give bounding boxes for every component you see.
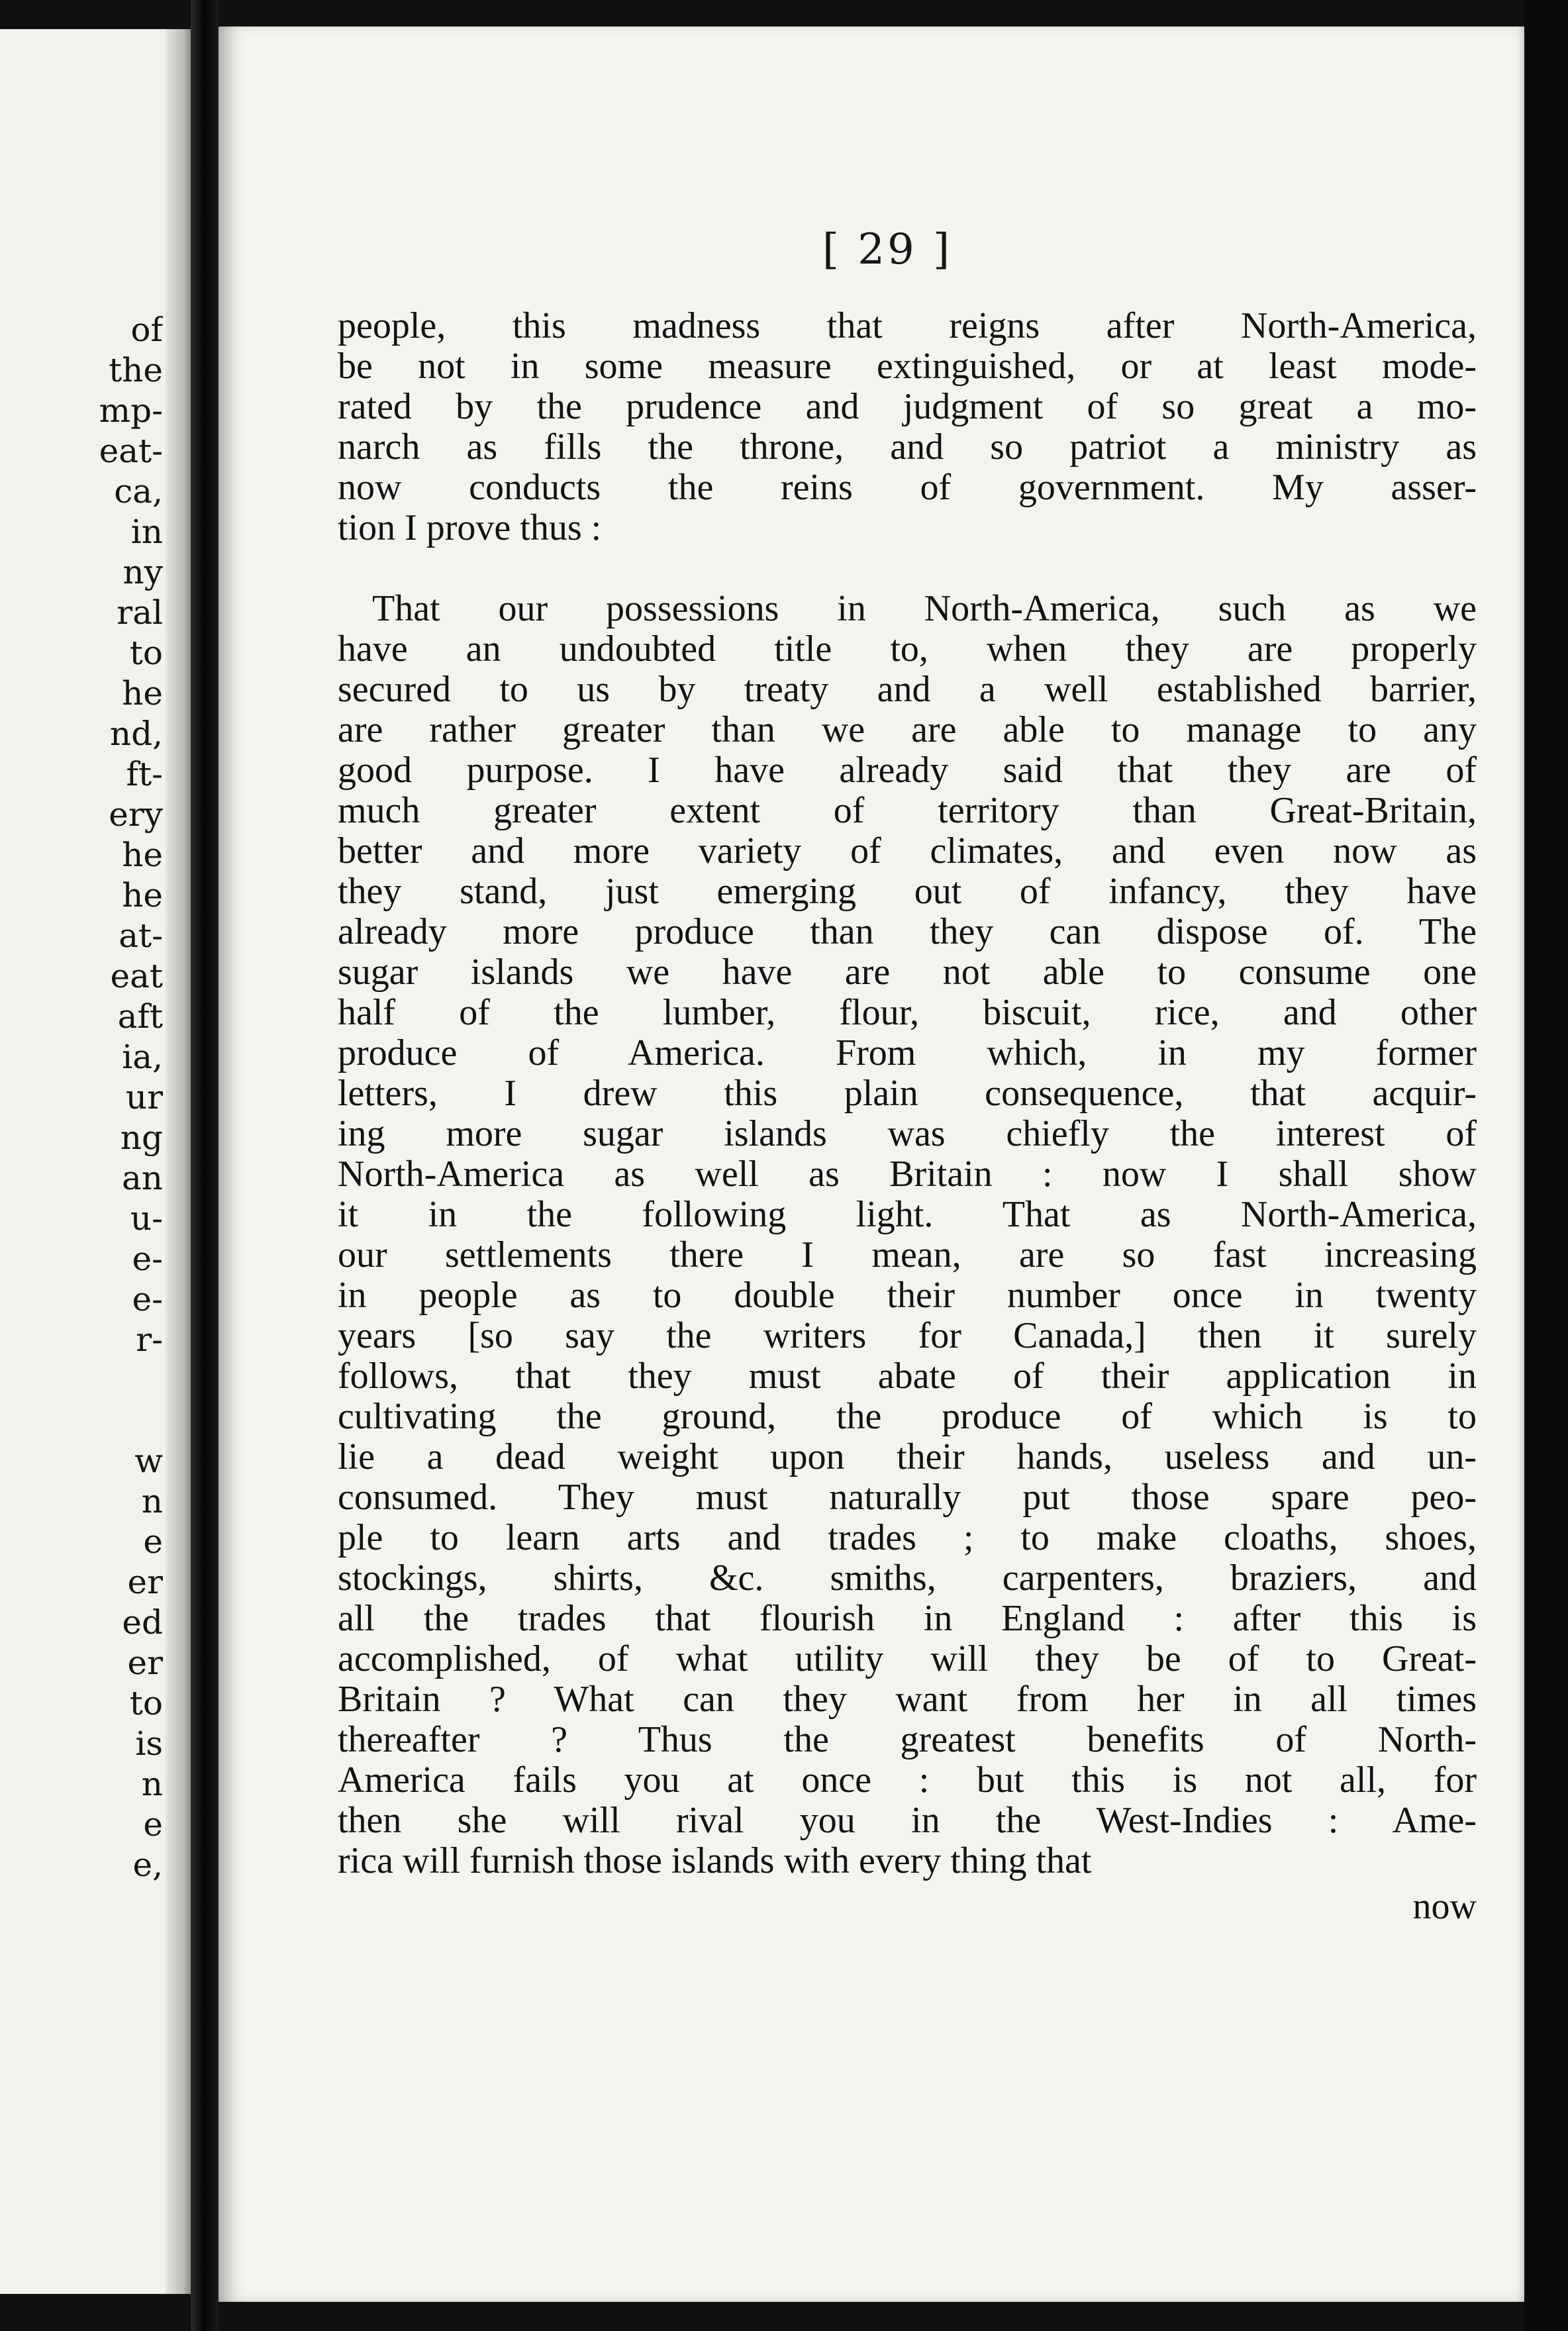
text-line: much greater extent of territory than Great-Britain, bbox=[338, 790, 1477, 831]
text-line: rica will furnish those islands with every thing that bbox=[338, 1840, 1092, 1881]
left-fragment-line: e- bbox=[132, 1240, 163, 1278]
left-fragment-line: nd, bbox=[109, 715, 163, 753]
right-page bbox=[219, 26, 1524, 2302]
left-fragment-line: he bbox=[122, 674, 163, 713]
right-page-edge bbox=[1524, 0, 1568, 2331]
text-line: be not in some measure extinguished, or at least mode- bbox=[338, 346, 1477, 387]
left-fragment-line: to bbox=[129, 634, 163, 672]
text-line: North-America as well as Britain : now I shall show bbox=[338, 1154, 1477, 1195]
left-fragment-line: eat bbox=[110, 957, 163, 995]
text-line: ing more sugar islands was chiefly the interest of bbox=[338, 1113, 1477, 1154]
left-fragment-line: ur bbox=[125, 1078, 163, 1116]
text-line: ple to learn arts and trades ; to make cloaths, shoes, bbox=[338, 1517, 1477, 1558]
left-fragment-line: in bbox=[130, 513, 163, 551]
left-fragment-line: ed bbox=[122, 1603, 163, 1642]
left-page-gutter-shadow bbox=[166, 29, 191, 2294]
left-fragment-line: at- bbox=[119, 917, 163, 955]
left-fragment-line: aft bbox=[117, 997, 163, 1036]
body-text bbox=[338, 306, 1477, 1881]
text-line: all the trades that flourish in England : after this is bbox=[338, 1598, 1477, 1639]
left-fragment-line: ery bbox=[109, 795, 163, 834]
left-fragment-line: of bbox=[130, 311, 163, 349]
text-line: better and more variety of climates, and even now as bbox=[338, 830, 1477, 871]
left-fragment-line: u- bbox=[130, 1199, 163, 1238]
left-page-fragment bbox=[0, 29, 191, 2294]
text-line: accomplished, of what utility will they be of to Great- bbox=[338, 1638, 1477, 1679]
text-line: have an undoubted title to, when they are properly bbox=[338, 628, 1477, 670]
left-fragment-line: n bbox=[141, 1765, 163, 1803]
text-line: now conducts the reins of government. My asser- bbox=[338, 467, 1477, 508]
text-line: letters, I drew this plain consequence, that acquir- bbox=[338, 1073, 1477, 1114]
text-line: it in the following light. That as North-America, bbox=[338, 1194, 1477, 1235]
text-line: That our possessions in North-America, such as we bbox=[372, 588, 1477, 629]
paragraph-2 bbox=[338, 589, 1477, 1881]
text-line: good purpose. I have already said that they are of bbox=[338, 750, 1477, 791]
left-fragment-line: n bbox=[141, 1482, 163, 1520]
left-fragment-line: the bbox=[109, 351, 163, 389]
paragraph-break bbox=[338, 548, 1477, 589]
text-line: lie a dead weight upon their hands, useless and un- bbox=[338, 1436, 1477, 1477]
left-fragment-line: ca, bbox=[114, 472, 163, 511]
left-fragment-line: e- bbox=[132, 1280, 163, 1318]
catchword: now bbox=[1412, 1886, 1477, 1927]
text-line: then she will rival you in the West-Indies : Ame- bbox=[338, 1800, 1477, 1841]
text-line: Britain ? What can they want from her in all times bbox=[338, 1679, 1477, 1720]
text-line: people, this madness that reigns after North-America, bbox=[338, 305, 1477, 346]
left-fragment-line: ny bbox=[122, 553, 163, 591]
left-fragment-line: w bbox=[134, 1442, 163, 1480]
text-line: follows, that they must abate of their application in bbox=[338, 1356, 1477, 1397]
text-line: consumed. They must naturally put those spare peo- bbox=[338, 1477, 1477, 1518]
text-line: tion I prove thus : bbox=[338, 507, 602, 548]
text-line: thereafter ? Thus the greatest benefits of North- bbox=[338, 1719, 1477, 1760]
left-fragment-line: ia, bbox=[122, 1038, 163, 1076]
text-line: they stand, just emerging out of infancy, they have bbox=[338, 871, 1477, 912]
left-fragment-line: to bbox=[129, 1684, 163, 1722]
left-fragment-line: e bbox=[143, 1805, 163, 1844]
left-fragment-line: e bbox=[143, 1522, 163, 1561]
left-fragment-line: is bbox=[135, 1724, 163, 1763]
text-line: America fails you at once : but this is not all, for bbox=[338, 1760, 1477, 1801]
left-fragment-line: er bbox=[127, 1563, 163, 1601]
left-page-text-fragments bbox=[4, 310, 163, 1885]
text-line: half of the lumber, flour, biscuit, rice, and other bbox=[338, 992, 1477, 1033]
left-fragment-line bbox=[4, 1401, 163, 1441]
left-fragment-line: ral bbox=[117, 593, 163, 632]
text-line: cultivating the ground, the produce of which is to bbox=[338, 1396, 1477, 1437]
left-fragment-line: mp- bbox=[99, 391, 163, 430]
left-fragment-line: er bbox=[127, 1644, 163, 1682]
book-spine-gap bbox=[191, 0, 219, 2331]
text-line: in people as to double their number once in twenty bbox=[338, 1275, 1477, 1316]
left-fragment-line: e, bbox=[132, 1846, 163, 1884]
left-fragment-line: r- bbox=[136, 1320, 163, 1359]
text-line: years [so say the writers for Canada,] then it surely bbox=[338, 1315, 1477, 1356]
text-line: narch as fills the throne, and so patriot a ministry as bbox=[338, 426, 1477, 468]
text-line: stockings, shirts, &c. smiths, carpenters, braziers, and bbox=[338, 1558, 1477, 1599]
left-fragment-line: ft- bbox=[126, 755, 163, 793]
left-fragment-line: ng bbox=[120, 1118, 163, 1157]
page-number-header: [ 29 ] bbox=[822, 225, 953, 274]
left-fragment-line: an bbox=[121, 1159, 163, 1197]
text-line: already more produce than they can dispose of. The bbox=[338, 911, 1477, 952]
text-line: our settlements there I mean, are so fast increasing bbox=[338, 1234, 1477, 1275]
left-fragment-line: he bbox=[122, 876, 163, 915]
text-line: secured to us by treaty and a well established barrier, bbox=[338, 669, 1477, 710]
left-fragment-line: he bbox=[122, 836, 163, 874]
left-fragment-line: eat- bbox=[99, 432, 163, 470]
text-line: sugar islands we have are not able to consume one bbox=[338, 952, 1477, 993]
text-line: are rather greater than we are able to manage to any bbox=[338, 709, 1477, 750]
left-fragment-line bbox=[4, 1360, 163, 1401]
text-line: produce of America. From which, in my former bbox=[338, 1032, 1477, 1073]
paragraph-1 bbox=[338, 306, 1477, 548]
text-line: rated by the prudence and judgment of so great a mo- bbox=[338, 386, 1477, 427]
